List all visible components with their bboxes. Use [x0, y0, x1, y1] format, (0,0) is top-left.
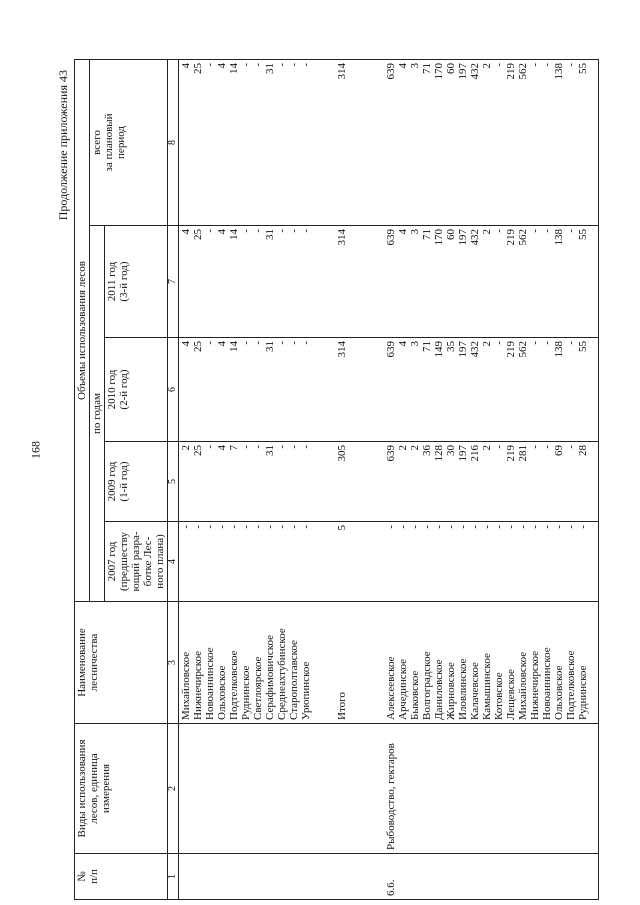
header-2007: 2007 год (предшеству ющий разра- ботке Лес- ного плана) — [105, 522, 168, 602]
page-number: 168 — [28, 441, 43, 459]
rotated-page-content — [52, 60, 622, 900]
header-row-1 — [75, 59, 90, 899]
row-kind: Рыбоводство, гектаров — [384, 724, 599, 854]
row-index — [179, 854, 384, 900]
header-total: всего за плановый период — [90, 59, 168, 225]
header-forestry: Наименование лесничества — [75, 602, 168, 724]
header-2010: 2010 год (2-й год) — [105, 338, 168, 442]
values-2010: 639 4 3 71 149 35 197 432 2 - 219 562 - - 138 - 55 — [384, 338, 599, 442]
header-by-years: по годам — [90, 226, 105, 602]
header-2011: 2011 год (3-й год) — [105, 226, 168, 338]
values-2009: 2 25 - 4 7 - - 31 - - - 305 — [179, 442, 384, 522]
table-row-section-previous — [179, 59, 384, 899]
column-number: 8 — [168, 59, 179, 225]
forestry-names: Алексеевское Арчединское Быковское Волгоградское Даниловское Жирновское Иловлинское Калачевское Камышинское Котовское Лещевское Михайловское Нижнечирское Новоаннинское Ольховское Подтелковское Руднинское — [384, 602, 599, 724]
column-number: 1 — [168, 854, 179, 900]
column-number: 7 — [168, 226, 179, 338]
values-2007: - - - - - - - - - - - 5 — [179, 522, 384, 602]
table-row-section-6-6 — [384, 59, 599, 899]
column-number: 6 — [168, 338, 179, 442]
column-number-row — [168, 59, 179, 899]
values-total: 639 4 3 71 170 60 197 432 2 - 219 562 - - 138 - 55 — [384, 59, 599, 225]
values-2009: 639 2 2 36 128 30 197 216 2 - 219 281 - - 69 - 28 — [384, 442, 599, 522]
values-2011: 4 25 - 4 14 - - 31 - - - 314 — [179, 226, 384, 338]
row-kind — [179, 724, 384, 854]
values-2010: 4 25 - 4 14 - - 31 - - - 314 — [179, 338, 384, 442]
values-2007: - - - - - - - - - - - - - - - - - — [384, 522, 599, 602]
row-index: 6.6. — [384, 854, 599, 900]
header-2009: 2009 год (1-й год) — [105, 442, 168, 522]
values-2011: 639 4 3 71 170 60 197 432 2 - 219 562 - - 138 - 55 — [384, 226, 599, 338]
column-number: 2 — [168, 724, 179, 854]
forest-use-table — [74, 59, 599, 900]
header-index: № п/п — [75, 854, 168, 900]
header-volumes: Объемы использования лесов — [75, 59, 90, 601]
continuation-caption: Продолжение приложения 43 — [56, 70, 70, 221]
header-kind: Виды использования лесов, единица измерения — [75, 724, 168, 854]
forestry-names: Михайловское Нижнечирское Новоаннинское Ольховское Подтелковское Руднинское Светлоярское Серафимовичское Среднеахтубинское Старополтавское Урюпинское Итого — [179, 602, 384, 724]
values-total: 4 25 - 4 14 - - 31 - - - 314 — [179, 59, 384, 225]
column-number: 4 — [168, 522, 179, 602]
column-number: 5 — [168, 442, 179, 522]
column-number: 3 — [168, 602, 179, 724]
